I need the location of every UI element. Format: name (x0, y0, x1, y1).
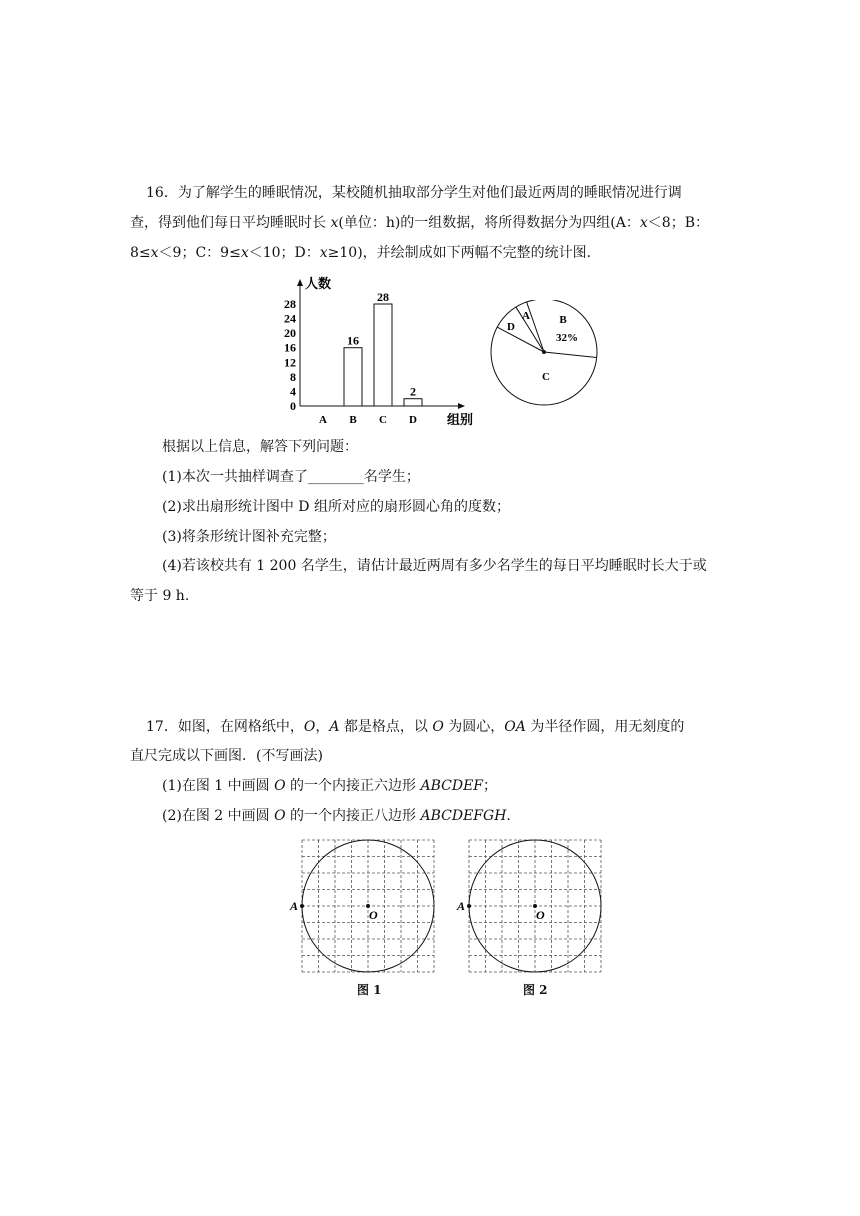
q17-line1-d: 为半径作圆，用无刻度的 (525, 719, 685, 735)
q16-part4: (4)若该校共有 1 200 名学生，请估计最近两周有多少名学生的每日平均睡眠时长大于或 (162, 558, 707, 574)
q17-line1-b: 都是格点，以 (339, 719, 433, 735)
q17-line1-c: 为圆心， (443, 719, 505, 735)
label-O: O (536, 908, 545, 922)
q16-line3-a: 8≤ (130, 245, 151, 261)
pie-chart (488, 300, 602, 410)
slice-label-A: A (522, 310, 530, 322)
x-tick-label: A (319, 414, 327, 426)
q16-part4-cont: 等于 9 h. (130, 588, 190, 604)
q17-line1-a: 17．如图，在网格纸中， (146, 719, 304, 735)
grid-figure-2 (452, 838, 607, 978)
y-tick-label: 0 (290, 399, 296, 413)
y-tick-label: 24 (284, 311, 296, 326)
label-A: A (457, 899, 466, 913)
slice-label-D: D (507, 321, 515, 333)
q16-intro: 根据以上信息，解答下列问题： (162, 439, 358, 455)
q16-line1-text: 16．为了解学生的睡眠情况，某校随机抽取部分学生对他们最近两周的睡眠情况进行调 (146, 185, 682, 201)
q16-part2: (2)求出扇形统计图中 D 组所对应的扇形圆心角的度数； (162, 499, 510, 515)
q16-line3-c: ＜10；D： (248, 245, 320, 261)
q17-part1 (162, 776, 772, 796)
y-tick-label: 28 (284, 297, 296, 311)
y-tick-label: 12 (284, 355, 296, 370)
y-axis-arrow (297, 279, 303, 286)
point-A (467, 904, 471, 908)
slice-label-B-pct: 32% (556, 332, 578, 344)
var-O: O (432, 719, 444, 735)
y-tick-label: 8 (290, 369, 296, 384)
var-x: x (319, 245, 328, 261)
q17-p2-a: (2)在图 2 中画圆 (162, 808, 275, 824)
y-tick-label: 20 (284, 326, 296, 341)
var-x: x (639, 215, 648, 231)
q16-line2-a: 查，得到他们每日平均睡眠时长 (130, 215, 331, 231)
label-O: O (369, 908, 378, 922)
var-O: O (274, 778, 286, 794)
q17-p1-b: 的一个内接正六边形 (285, 778, 421, 794)
bar (374, 304, 392, 406)
y-tick-label: 16 (284, 340, 296, 355)
q16-line2-c: ＜8；B： (647, 215, 709, 231)
x-tick-label: D (409, 414, 417, 426)
q17-p1-a: (1)在图 1 中画圆 (162, 778, 275, 794)
q16-line1 (146, 183, 756, 203)
q17-line1 (146, 717, 756, 737)
pie-center (542, 350, 546, 354)
point-A (300, 904, 304, 908)
var-x: x (150, 245, 159, 261)
q16-line3 (130, 243, 740, 263)
slice-label-C: C (542, 371, 550, 383)
var-A: A (329, 719, 340, 735)
shape-name: ABCDEFGH (420, 808, 507, 824)
q17-p1-c: ； (483, 778, 498, 794)
data-label: 16 (347, 333, 359, 348)
var-x: x (240, 245, 249, 261)
x-tick-label: C (379, 414, 387, 426)
var-x: x (330, 215, 339, 231)
bar-chart (280, 272, 480, 432)
q16-line3-b: ＜9；C：9≤ (158, 245, 241, 261)
q16-part1: (1)本次一共抽样调查了________名学生； (162, 469, 420, 485)
figure-2-caption: 图 2 (523, 983, 548, 997)
q17-p2-b: 的一个内接正八边形 (285, 808, 421, 824)
x-axis-label: 组别 (447, 412, 474, 427)
q16-line2-b: (单位：h)的一组数据，将所得数据分为四组(A： (338, 215, 640, 231)
shape-name: ABCDEF (420, 778, 484, 794)
q16-line2 (130, 213, 740, 233)
x-axis-arrow (458, 403, 465, 409)
data-label: 2 (410, 384, 416, 399)
y-axis-label: 人数 (305, 276, 332, 291)
slice-label-B: B (559, 314, 567, 326)
q17-line2: 直尺完成以下画图．(不写画法) (130, 748, 323, 764)
figure-1-caption: 图 1 (357, 983, 382, 997)
var-O: O (303, 719, 316, 735)
var-OA: OA (504, 719, 526, 735)
data-label: 28 (377, 290, 389, 304)
bar (344, 348, 362, 406)
grid-figure-1 (285, 838, 440, 978)
bar (404, 399, 422, 406)
q16-line3-d: ≥10)，并绘制成如下两幅不完整的统计图． (327, 245, 601, 261)
q17-p2-c: . (506, 808, 511, 824)
comma: ， (315, 719, 330, 735)
q16-part3: (3)将条形统计图补充完整； (162, 529, 336, 545)
y-tick-label: 4 (290, 384, 296, 399)
label-A: A (290, 899, 299, 913)
q17-part2 (162, 806, 772, 826)
var-O: O (274, 808, 286, 824)
x-tick-label: B (349, 414, 357, 426)
